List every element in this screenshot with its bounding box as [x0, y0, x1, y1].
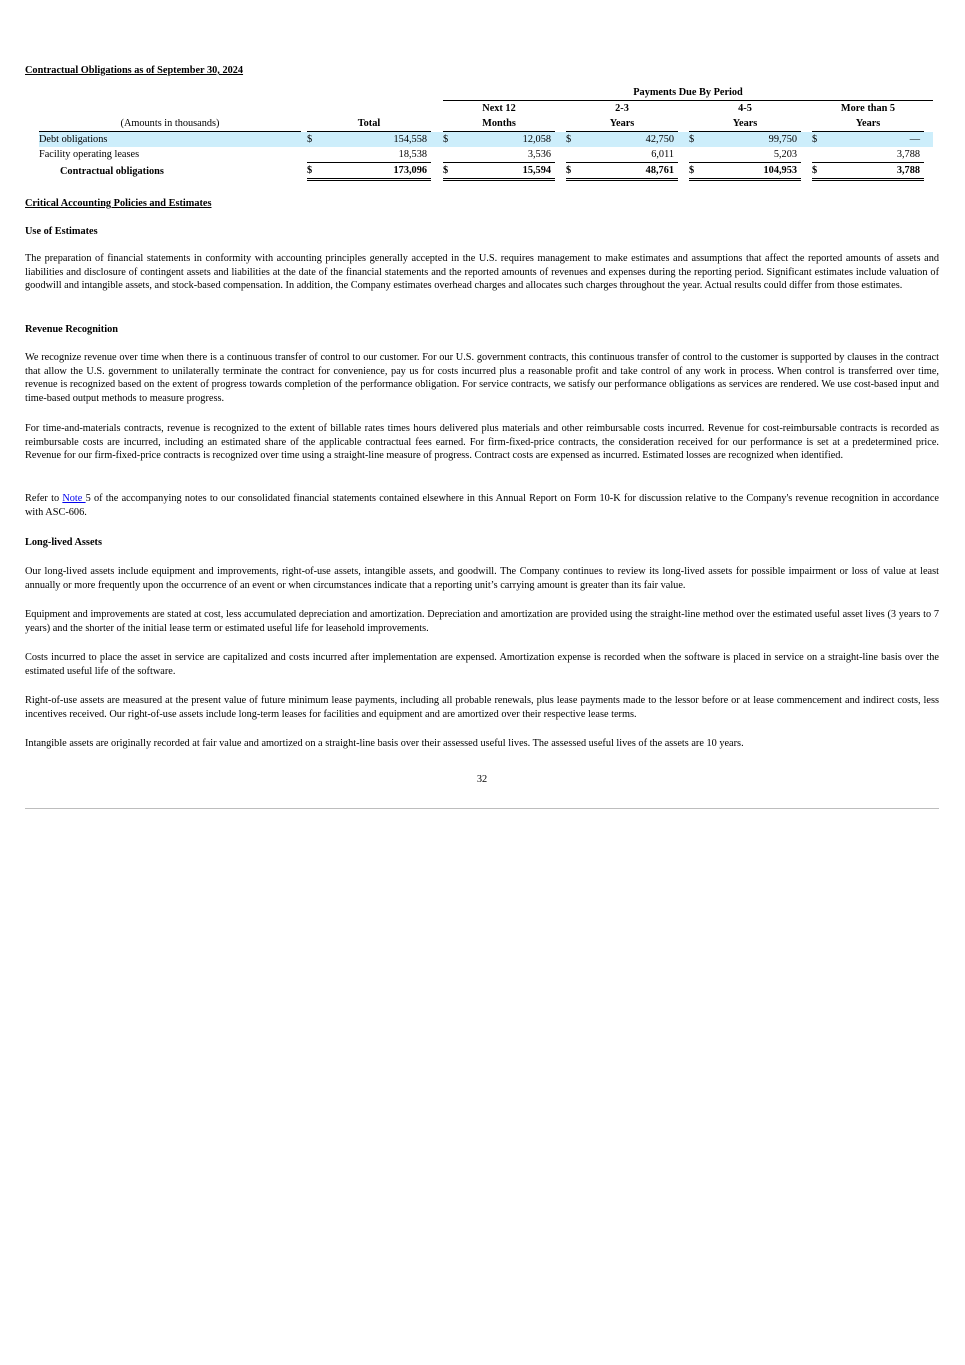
column-header: 4-5: [738, 103, 752, 114]
currency-symbol: $: [689, 163, 701, 180]
currency-symbol: $: [566, 163, 578, 180]
currency-symbol: $: [812, 132, 824, 148]
table-header-row: [39, 116, 933, 132]
column-header: 2-3: [615, 103, 629, 114]
table-row: [39, 147, 933, 163]
long-lived-assets-heading: Long-lived Assets: [25, 537, 102, 548]
row-label: Contractual obligations: [60, 165, 164, 177]
table-cell: 48,761: [578, 163, 678, 180]
long-lived-paragraph-2: Equipment and improvements are stated at cost, less accumulated depreciation and amortization. Depreciation and amortization are provided using the straight-line method over the estimated useful asset lives (3 years to 7 years) and the shorter of the initial lease term or estimated useful life for leasehold improvements.: [25, 609, 939, 634]
long-lived-paragraph-4: Right-of-use assets are measured at the present value of future minimum lease payments, including all probable renewals, plus lease payments made to the lessor before or at lease commencement and indirect costs, less incentives received. Our right-of-use assets include long-term leases for facilities and equipment and are amortized over their respective lease terms.: [25, 695, 939, 720]
use-of-estimates-paragraph: The preparation of financial statements in conformity with accounting principles generally accepted in the U.S. requires management to make estimates and assumptions that affect the reported amounts of assets and liabilities and disclosure of contingent assets and liabilities at the date of the financial statements and the reported amounts of revenues and expenses during the reporting period. Significant estimates include valuation of goodwill and intangible assets, and stock-based compensation. In addition, the Company estimates overhead charges and allocates such charges throughout the year. Actual results could differ from those estimates.: [25, 253, 939, 292]
table-cell: 3,788: [824, 163, 924, 180]
table-cell: 3,536: [455, 147, 555, 163]
table-cell: —: [824, 132, 924, 148]
contractual-obligations-title: Contractual Obligations as of September 30, 2024: [25, 65, 244, 76]
table-cell: 3,788: [824, 147, 924, 163]
table-cell: 18,538: [319, 147, 431, 163]
table-cell: 99,750: [701, 132, 801, 148]
table-header-row: [39, 101, 933, 117]
column-header: Years: [689, 116, 801, 132]
long-lived-paragraph-1: Our long-lived assets include equipment and improvements, right-of-use assets, intangible assets, and goodwill. The Company continues to review its long-lived assets for possible impairment or loss of value at least annually or more frequently upon the occurrence of an event or when circumstances indicate that a reporting unit’s carrying amount is greater than its fair value.: [25, 566, 939, 591]
contractual-obligations-table: [39, 85, 933, 181]
table-cell: 12,058: [455, 132, 555, 148]
table-cell: 154,558: [319, 132, 431, 148]
note-link[interactable]: Note: [62, 493, 86, 504]
table-row-total: [39, 163, 933, 180]
revenue-paragraph-3: Refer to Note 5 of the accompanying notes to our consolidated financial statements contained elsewhere in this Annual Report on Form 10-K for discussion relative to the Company's revenue recognition in accordance with ASC-606.: [25, 493, 939, 518]
row-label: Facility operating leases: [39, 149, 140, 161]
row-label: Debt obligations: [39, 132, 301, 148]
long-lived-paragraph-3: Costs incurred to place the asset in service are capitalized and costs incurred after implementation are expensed. Amortization expense is recorded when the software is placed in service on a straight-line basis over the estimated useful life of the software.: [25, 652, 939, 677]
table-cell: 42,750: [578, 132, 678, 148]
revenue-paragraph-1: We recognize revenue over time when there is a continuous transfer of control to our customer. For our U.S. government contracts, this continuous transfer of control to the customer is supported by clauses in the contract that allow the U.S. government to unilaterally terminate the contract for convenience, pay us for costs incurred plus a reasonable profit and take control of any work in process. When control is transferred over time, revenue is recognized based on the extent of progress towards completion of the performance obligation. For service contracts, we satisfy our performance obligations as services are rendered. We use cost-based input and time-based output methods to measure progress.: [25, 352, 939, 404]
currency-symbol: $: [812, 163, 824, 180]
column-header: Months: [443, 116, 555, 132]
critical-accounting-heading: Critical Accounting Policies and Estimates: [25, 198, 212, 209]
column-header: Next 12: [482, 103, 516, 114]
revenue-recognition-heading: Revenue Recognition: [25, 324, 118, 335]
long-lived-paragraph-5: Intangible assets are originally recorded at fair value and amortized on a straight-line basis over their assessed useful lives. The assessed useful lives of the assets are 10 years.: [25, 738, 744, 749]
currency-symbol: $: [307, 163, 319, 180]
revenue-paragraph-2: For time-and-materials contracts, revenue is recognized to the extent of billable rates times hours delivered plus materials and other reimbursable costs incurred. Revenue for cost-reimbursable contracts is recorded as reimbursable costs are incurred, including an estimated share of the applicable contractual fees earned. For firm-fixed-price contracts, the consideration received for our performance is set at a predetermined price. Revenue for our firm-fixed-price contracts is recognized over time using a straight-line measure of progress. Contract costs are expensed as incurred. Estimated losses are recognized when identified.: [25, 423, 939, 462]
currency-symbol: $: [689, 132, 701, 148]
column-header: Total: [307, 116, 431, 132]
page-divider: [25, 808, 939, 809]
currency-symbol: $: [566, 132, 578, 148]
currency-symbol: $: [443, 132, 455, 148]
currency-symbol: $: [443, 163, 455, 180]
table-cell: 173,096: [319, 163, 431, 180]
table-cell: 15,594: [455, 163, 555, 180]
table-header-row: [39, 85, 933, 101]
table-cell: 6,011: [578, 147, 678, 163]
use-of-estimates-heading: Use of Estimates: [25, 226, 98, 237]
column-header: Years: [812, 116, 924, 132]
amounts-label: (Amounts in thousands): [39, 116, 301, 132]
column-header: Years: [566, 116, 678, 132]
currency-symbol: $: [307, 132, 319, 148]
column-header: More than 5: [840, 103, 896, 114]
page-number: 32: [476, 774, 488, 785]
table-row: [39, 132, 933, 148]
table-cell: 104,953: [701, 163, 801, 180]
period-header: Payments Due By Period: [443, 85, 933, 101]
table-cell: 5,203: [701, 147, 801, 163]
